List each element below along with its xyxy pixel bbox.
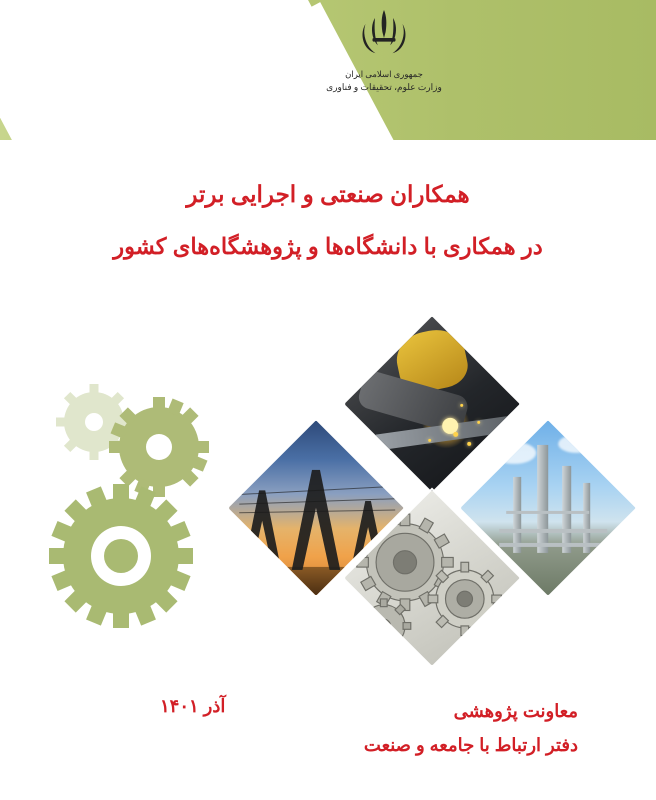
spark [453, 432, 458, 437]
page-header [0, 0, 656, 152]
issuing-unit [364, 694, 578, 762]
pipeline [499, 529, 607, 533]
page-footer [0, 694, 656, 794]
cloud [558, 435, 594, 453]
spark [467, 442, 471, 446]
header-bottom-edge [0, 140, 656, 152]
organization-name [324, 68, 444, 94]
emblem-block [324, 8, 444, 94]
distillation-tower [538, 446, 549, 554]
pipeline [499, 543, 607, 547]
issuing-unit-line-2: دفتر ارتباط با جامعه و صنعت [363, 735, 578, 756]
pylon [292, 470, 341, 571]
pipeline [506, 511, 589, 514]
cloud [492, 442, 536, 464]
gears-decoration [38, 366, 248, 666]
spark [460, 404, 463, 407]
publication-date: آذر ۱۴۰۱ [160, 696, 226, 716]
page-title [0, 176, 656, 265]
title-line-1: همکاران صنعتی و اجرایی برتر [186, 181, 470, 207]
title-line-2: در همکاری با دانشگاه‌ها و پژوهشگاه‌های کشور [113, 233, 543, 259]
welding-photo [341, 313, 522, 494]
photo-collage [236, 358, 626, 658]
issuing-unit-line-1: معاونت پژوهشی [453, 701, 578, 721]
distillation-tower [562, 466, 571, 553]
organization-line-1: جمهوری اسلامی ایران [345, 69, 423, 79]
organization-line-2: وزارت علوم، تحقیقات و فناوری [326, 81, 442, 92]
welding-photo-content [345, 317, 519, 491]
iran-emblem-icon [324, 8, 444, 66]
